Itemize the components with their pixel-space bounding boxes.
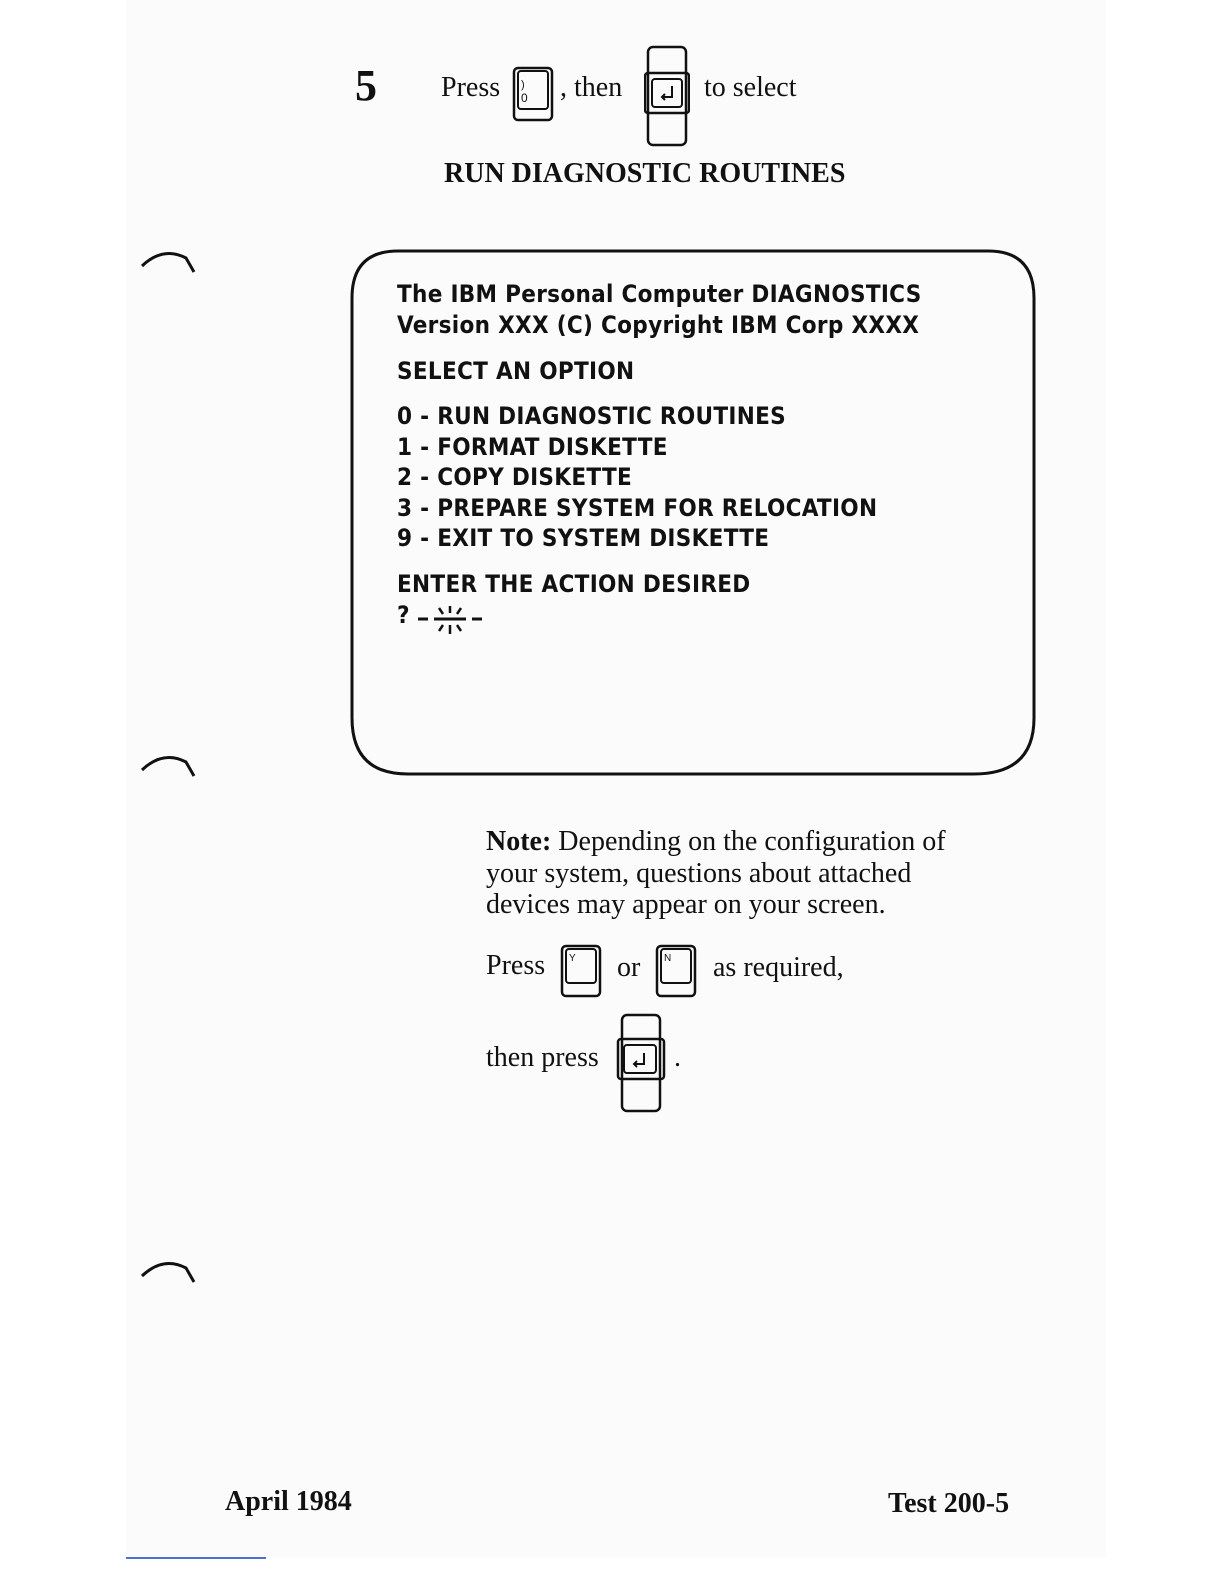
note-press-label: Press <box>486 950 546 981</box>
screen-input-prompt: ? <box>397 601 410 629</box>
then-label: , then <box>560 72 623 103</box>
svg-text:): ) <box>521 79 525 91</box>
then-press-period: . <box>674 1042 681 1073</box>
screen-version-line: Version XXX (C) Copyright IBM Corp XXXX <box>397 311 920 339</box>
binder-hole-mark <box>138 1258 198 1288</box>
screen-option-0: 0 - RUN DIAGNOSTIC ROUTINES <box>397 402 786 430</box>
enter-key-icon <box>616 1013 666 1115</box>
svg-text:Y: Y <box>569 953 576 964</box>
note-line-3: devices may appear on your screen. <box>486 889 886 920</box>
screen-option-3: 3 - PREPARE SYSTEM FOR RELOCATION <box>397 494 878 522</box>
step-heading: RUN DIAGNOSTIC ROUTINES <box>444 158 846 189</box>
note-text-1: Depending on the configuration of <box>558 826 946 857</box>
svg-text:0: 0 <box>521 91 528 105</box>
manual-page <box>126 0 1106 1558</box>
enter-key-icon <box>644 45 690 149</box>
to-select-label: to select <box>704 72 797 103</box>
svg-text:N: N <box>664 953 672 964</box>
screen-select-prompt: SELECT AN OPTION <box>397 357 635 385</box>
note-label: Note: <box>486 826 552 857</box>
blinking-cursor-icon <box>414 604 486 638</box>
screen-title-line: The IBM Personal Computer DIAGNOSTICS <box>397 280 922 308</box>
y-key-icon <box>560 944 602 998</box>
screen-option-9: 9 - EXIT TO SYSTEM DISKETTE <box>397 524 770 552</box>
step-number: 5 <box>355 61 377 110</box>
note-line-2: your system, questions about attached <box>486 858 912 889</box>
or-label: or <box>617 952 641 983</box>
scan-edge-rule <box>126 1557 266 1559</box>
footer-page-number: Test 200-5 <box>888 1488 1010 1519</box>
zero-key-icon <box>512 66 554 122</box>
press-label: Press <box>441 72 501 103</box>
note-line-1 <box>486 826 946 858</box>
screen-option-1: 1 - FORMAT DISKETTE <box>397 433 668 461</box>
screen-option-2: 2 - COPY DISKETTE <box>397 463 633 491</box>
n-key-icon <box>655 944 697 998</box>
footer-date: April 1984 <box>225 1486 352 1517</box>
screen-action-prompt: ENTER THE ACTION DESIRED <box>397 570 751 598</box>
binder-hole-mark <box>138 752 198 782</box>
binder-hole-mark <box>138 248 198 278</box>
then-press-label: then press <box>486 1042 599 1073</box>
as-required-label: as required, <box>713 952 844 983</box>
